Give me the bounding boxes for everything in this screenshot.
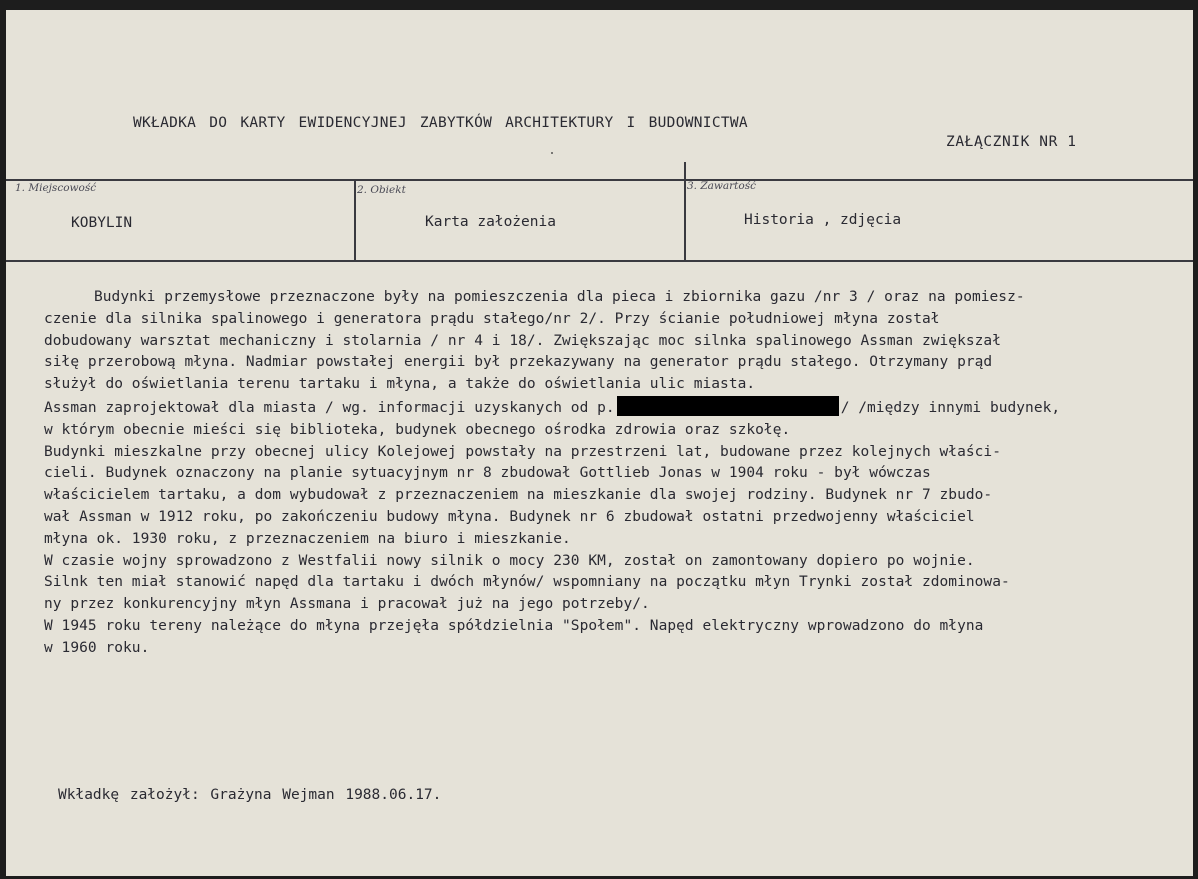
form-bottom-rule [6, 260, 1193, 262]
content-label: 3. Zawartość [687, 180, 756, 192]
form-top-rule [6, 179, 1193, 181]
body-line-redacted [44, 396, 1189, 420]
object-value: Karta założenia [425, 214, 556, 230]
body-line: wał Assman w 1912 roku, po zakończeniu budowy młyna. Budynek nr 6 zbudował ostatni przedwojenny właściciel [44, 508, 975, 525]
body-line: dobudowany warsztat mechaniczny i stolarnia / nr 4 i 18/. Zwiększając moc silnka spalinowego Assman zwiększał [44, 332, 1001, 349]
body-line: w 1960 roku. [44, 639, 150, 656]
body-line: Budynki przemysłowe przeznaczone były na pomieszczenia dla pieca i zbiornika gazu /nr 3 / oraz na pomiesz- [94, 289, 1025, 305]
locality-value: KOBYLIN [71, 215, 133, 231]
content-value: Historia , zdjęcia [744, 212, 902, 228]
form-divider-1 [354, 179, 356, 261]
annex-number: ZAŁĄCZNIK NR 1 [946, 134, 1077, 150]
author-signature-line: Wkładkę założył: Grażyna Wejman 1988.06.17. [58, 787, 442, 803]
body-line: ny przez konkurencyjny młyn Assmana i pracował już na jego potrzeby/. [44, 596, 650, 613]
form-divider-2 [684, 162, 686, 261]
body-line: właścicielem tartaku, a dom wybudował z przeznaczeniem na mieszkanie dla swojej rodziny. Budynek nr 7 zbudo- [44, 487, 993, 504]
body-line: cieli. Budynek oznaczony na planie sytuacyjnym nr 8 zbudował Gottlieb Jonas w 1904 roku - był wówczas [44, 465, 931, 482]
body-line: W 1945 roku tereny należące do młyna przejęła spółdzielnia "Społem". Napęd elektryczny wprowadzono do młyna [44, 617, 984, 634]
redaction-bar [617, 396, 839, 416]
body-line-part: Assman zaprojektował dla miasta / wg. informacji uzyskanych od p. [44, 399, 615, 416]
ink-speck [551, 152, 553, 154]
locality-label: 1. Miejscowość [15, 182, 97, 194]
body-line: siłę przerobową młyna. Nadmiar powstałej energii był przekazywany na generator prądu stałego. Otrzymany prąd [44, 354, 993, 371]
body-line: Budynki mieszkalne przy obecnej ulicy Kolejowej powstały na przestrzeni lat, budowane przez kolejnych właści- [44, 443, 1001, 460]
document-sheet [6, 10, 1193, 876]
document-title: WKŁADKA DO KARTY EWIDENCYJNEJ ZABYTKÓW ARCHITEKTURY I BUDOWNICTWA [133, 115, 748, 131]
body-line: w którym obecnie mieści się biblioteka, budynek obecnego ośrodka zdrowia oraz szkołę. [44, 421, 791, 438]
body-text [44, 287, 1189, 660]
body-line: czenie dla silnika spalinowego i generatora prądu stałego/nr 2/. Przy ścianie południowej młyna został [44, 310, 940, 327]
body-line: młyna ok. 1930 roku, z przeznaczeniem na biuro i mieszkanie. [44, 530, 571, 547]
body-line: służył do oświetlania terenu tartaku i młyna, a także do oświetlania ulic miasta. [44, 376, 756, 393]
body-line: Silnk ten miał stanowić napęd dla tartaku i dwóch młynów/ wspomniany na początku młyn Trynki został zdominowa- [44, 574, 1010, 591]
object-label: 2. Obiekt [357, 184, 406, 196]
body-line: W czasie wojny sprowadzono z Westfalii nowy silnik o mocy 230 KM, został on zamontowany dopiero po wojnie. [44, 552, 975, 569]
body-line-part: / /między innymi budynek, [840, 399, 1061, 416]
